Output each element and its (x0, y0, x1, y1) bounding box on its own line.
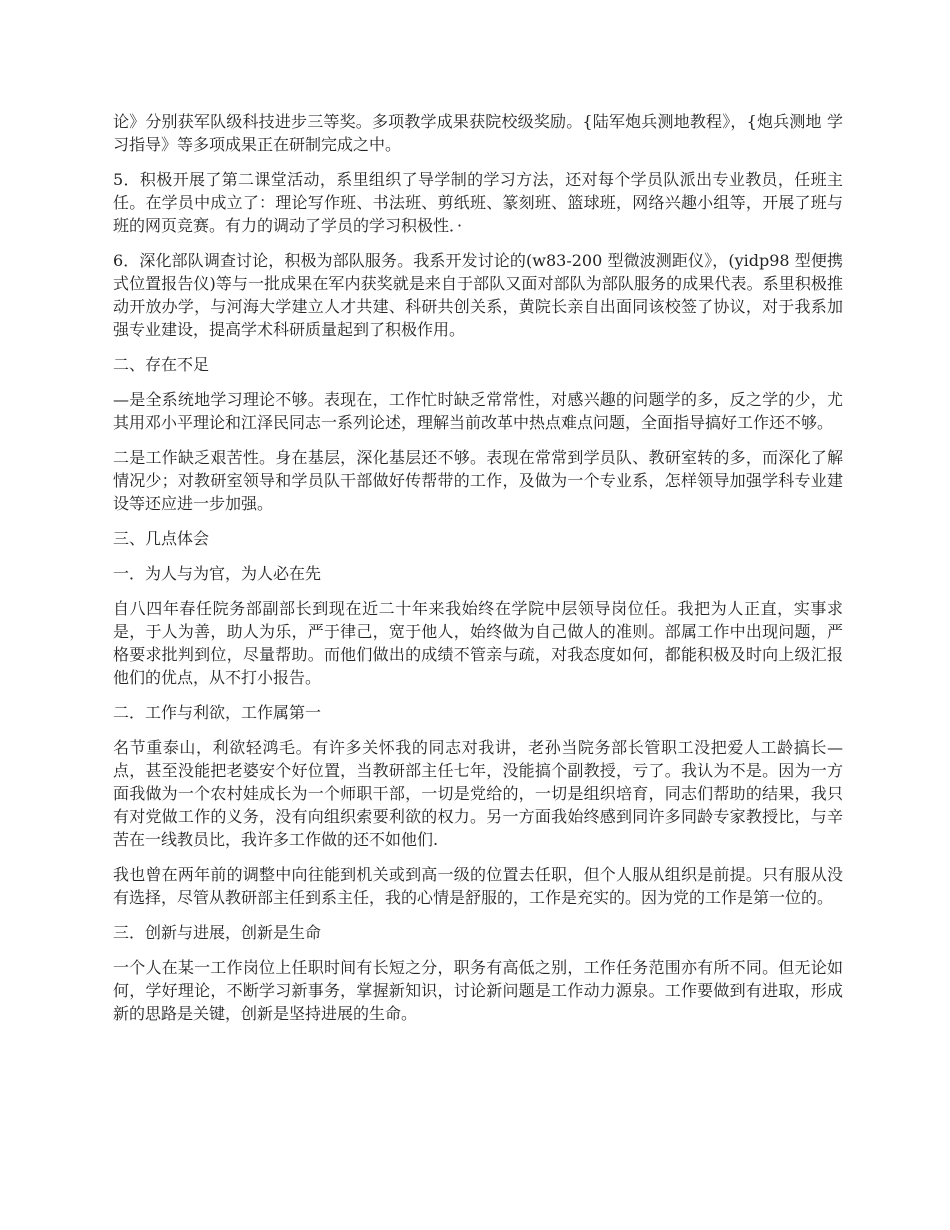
paragraph-shortcoming-2: 二是工作缺乏艰苦性。身在基层，深化基层还不够。表现在常常到学员队、教研室转的多，而深化了解情况少；对教研室领导和学员队干部做好传帮带的工作，及做为一个专业系，怎样领导加强学科专业建设等还应进一步加强。 (113, 448, 843, 513)
section-heading-experiences: 三、几点体会 (113, 529, 210, 548)
paragraph-awards: 论》分别获军队级科技进步三等奖。多项教学成果获院校级奖励。{陆军炮兵测地教程》，{炮兵测地 学习指导》等多项成果正在研制完成之中。 (113, 112, 843, 154)
paragraph-item-6: 6．深化部队调查讨论，积极为部队服务。我系开发讨论的(w83-200 型微波测距仪》，(yidp98 型便携式位置报告仪)等与一批成果在军内获奖就是来自于部队又面对部队为部队服务的成果代表。系里积极推动开放办学，与河海大学建立人才共建、科研共创关系，黄院长亲自出面同该校签了协议，对于我系加强专业建设，提高学术科研质量起到了积极作用。 (113, 251, 843, 339)
subheading-person-official: 一．为人与为官，为人必在先 (113, 564, 322, 583)
paragraph-organization: 我也曾在两年前的调整中向往能到机关或到高一级的位置去任职，但个人服从组织是前提。只有服从没有选择，尽管从教研部主任到系主任，我的心情是舒服的，工作是充实的。因为党的工作是第一位的。 (113, 865, 843, 907)
paragraph-shortcoming-1: —是全系统地学习理论不够。表现在，工作忙时缺乏常常性，对感兴趣的问题学的多，反之学的少，尤其用邓小平理论和江泽民同志一系列论述，理解当前改革中热点难点问题，全面指导搞好工作还不够。 (113, 390, 843, 432)
paragraph-person-official: 自八四年春任院务部副部长到现在近二十年来我始终在学院中层领导岗位任。我把为人正直，实事求是，于人为善，助人为乐，严于律己，宽于他人，始终做为自己做人的准则。部属工作中出现问题，严格要求批判到位，尽量帮助。而他们做出的成绩不管亲与疏，对我态度如何，都能积极及时向上级汇报他们的优点，从不打小报告。 (113, 599, 843, 687)
paragraph-innovation: 一个人在某一工作岗位上任职时间有长短之分，职务有高低之别，工作任务范围亦有所不同。但无论如何，学好理论，不断学习新事务，掌握新知识，讨论新问题是工作动力源泉。工作要做到有进取，形成新的思路是关键，创新是坚持进展的生命。 (113, 958, 843, 1023)
subheading-work-interest: 二．工作与利欲，工作属第一 (113, 703, 322, 722)
subheading-innovation: 三．创新与进展，创新是生命 (113, 923, 322, 942)
paragraph-item-5: 5．积极开展了第二课堂活动，系里组织了导学制的学习方法，还对每个学员队派出专业教员，任班主任。在学员中成立了：理论写作班、书法班、剪纸班、篆刻班、篮球班，网络兴趣小组等，开展了班与班的网页竞赛。有力的调动了学员的学习积极性．· (113, 170, 843, 235)
document-body (113, 110, 843, 1037)
paragraph-work-interest: 名节重泰山，利欲轻鸿毛。有许多关怀我的同志对我讲，老孙当院务部长管职工没把爱人工龄搞长—点，甚至没能把老婆安个好位置，当教研部主任七年，没能搞个副教授，亏了。我认为不是。因为一方面我做为一个农村娃成长为一个师职干部，一切是党给的，一切是组织培育，同志们帮助的结果，我只有对党做工作的义务，没有向组织索要利欲的权力。另一方面我始终感到同许多同龄专家教授比，与辛苦在一线教员比，我许多工作做的还不如他们. (113, 738, 843, 849)
section-heading-shortcomings: 二、存在不足 (113, 355, 210, 374)
